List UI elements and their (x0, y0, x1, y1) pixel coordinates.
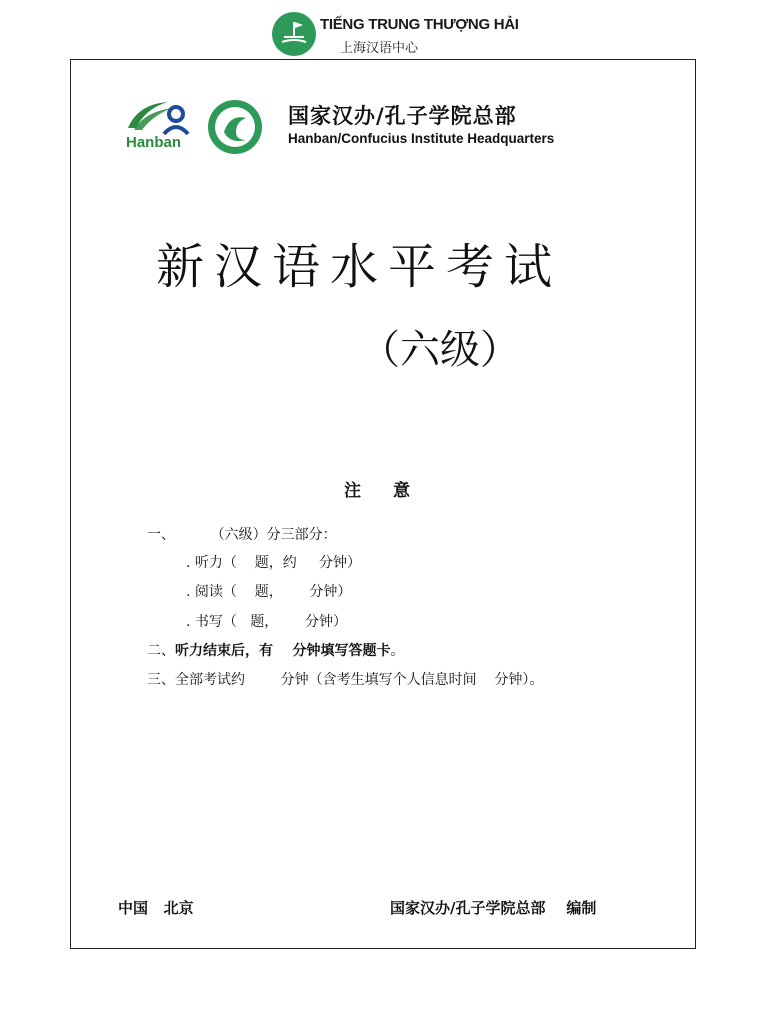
exam-level: （六级） (360, 327, 520, 373)
notice-item-2 (147, 640, 405, 660)
org-name-chinese: 国家汉办/孔子学院总部 (288, 104, 517, 128)
footer-publisher: 国家汉办/孔子学院总部 编制 (390, 899, 597, 917)
notice-subitem-listening: . 听力（ 题，约 分钟） (186, 555, 361, 571)
notice-subitem-writing: . 书写（ 题， 分钟） (186, 614, 347, 630)
footer-location: 中国 北京 (118, 899, 194, 917)
notice-item-1: 一、 （六级）分三部分： (147, 527, 337, 543)
notice-heading: 注意 (344, 481, 442, 501)
notice-subitem-reading: . 阅读（ 题， 分钟） (186, 584, 352, 600)
notice-item-2-text: 听力结束后，有 分钟填写答题卡 (175, 643, 391, 659)
watermark-subtitle: 上海汉语中心 (340, 41, 419, 56)
hanban-logo-icon (124, 98, 198, 154)
notice-item-2-suffix: 。 (390, 643, 405, 659)
notice-item-2-prefix: 二、 (147, 643, 175, 659)
watermark (272, 12, 519, 56)
org-name-english: Hanban/Confucius Institute Headquarters (288, 131, 555, 146)
page-frame (70, 59, 696, 949)
exam-title: 新汉语水平考试 (156, 239, 563, 295)
confucius-institute-logo-icon (206, 98, 264, 156)
watermark-logo-icon (272, 12, 316, 56)
notice-item-3: 三、全部考试约 分钟（含考生填写个人信息时间 分钟）。 (147, 672, 544, 688)
watermark-title: TIẾNG TRUNG THƯỢNG HẢI (320, 16, 519, 33)
hanban-logo-text: Hanban (126, 134, 182, 151)
